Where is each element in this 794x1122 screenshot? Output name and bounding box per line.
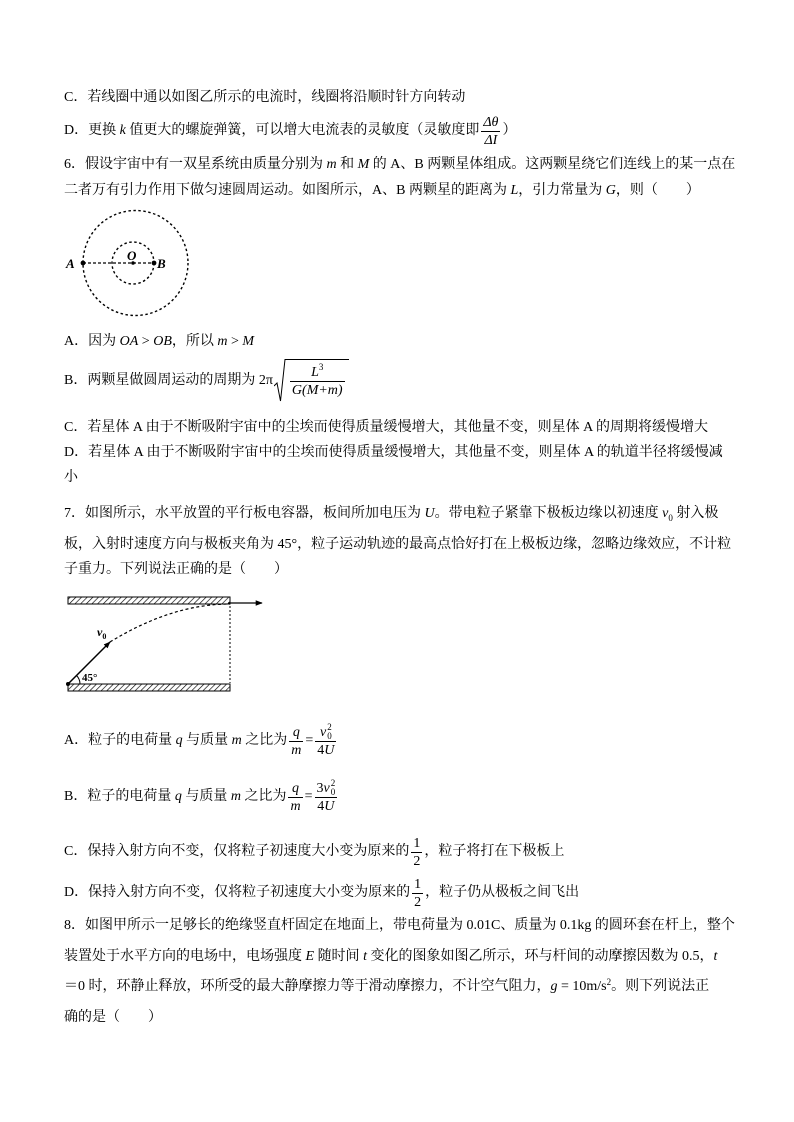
stem-text: 确的是（ ）: [64, 1009, 162, 1025]
label-a: A: [66, 256, 75, 271]
variable-m: m: [217, 333, 228, 349]
fraction-numerator: 1: [414, 876, 422, 892]
option-text: A．粒子的电荷量: [64, 732, 176, 748]
equals-sign: =: [304, 788, 313, 804]
variable-m: m: [326, 156, 337, 172]
q7-stem-line-2: [64, 534, 754, 556]
variable-q: q: [175, 732, 183, 748]
subscript: 0: [327, 731, 332, 741]
fraction-numerator: [315, 779, 338, 798]
stem-text: 子重力。下列说法正确的是（ ）: [64, 561, 288, 577]
fraction-numerator: [290, 364, 345, 382]
sup-sub-stack: [331, 779, 336, 797]
option-text: D．更换: [64, 122, 120, 138]
q5-option-d: [64, 109, 754, 153]
q6-option-d-line-2: [64, 467, 754, 489]
variable-L: L: [311, 365, 319, 380]
fraction-numerator: q: [289, 724, 303, 742]
variable-t: t: [363, 948, 367, 964]
stem-text: 随时间: [314, 948, 364, 964]
radical-sign-icon: [274, 359, 286, 403]
option-text: B．粒子的电荷量: [64, 788, 175, 804]
coefficient: 2π: [258, 372, 273, 388]
binary-star-figure: [60, 205, 200, 325]
variable-U: U: [424, 505, 435, 521]
stem-text: 变化的图象如图乙所示，环与杆间的动摩擦因数为 0.5，: [366, 948, 714, 964]
square-root: [274, 359, 349, 403]
q8-stem-line-3: [64, 976, 754, 998]
q7-stem-line-1: [64, 503, 754, 525]
trajectory-curve: [110, 604, 230, 642]
variable-L: L: [510, 182, 519, 198]
coefficient: 3: [316, 780, 324, 796]
label-b: B: [157, 256, 166, 271]
variable-k: k: [119, 122, 126, 138]
variable-m: m: [231, 732, 242, 748]
charge-mass-fraction: [289, 724, 303, 759]
variable-U: U: [324, 799, 335, 814]
option-text: D．若星体 A 由于不断吸附宇宙中的尘埃而使得质量缓慢增大，其他量不变，则星体 A 的轨道半径将缓慢减: [64, 444, 723, 460]
coefficient: 4: [317, 743, 325, 758]
stem-text: ，则（ ）: [615, 182, 700, 198]
q7-option-c: [64, 830, 754, 874]
angle-arc: [77, 676, 81, 685]
option-text: D．保持入射方向不变，仅将粒子初速度大小变为原来的: [64, 884, 411, 900]
option-text: 与质量: [182, 732, 232, 748]
fraction-denominator: 2: [413, 853, 421, 869]
variable-U: U: [324, 743, 335, 758]
sensitivity-fraction: [481, 114, 500, 149]
option-text: 之比为: [240, 788, 287, 804]
variable-oa: OA: [119, 333, 139, 349]
result-fraction: [315, 779, 338, 815]
stem-text: 射入极: [672, 505, 719, 521]
variable-t: t: [713, 948, 718, 964]
fraction-numerator: Δθ: [483, 114, 499, 130]
q6-option-a: [64, 331, 754, 353]
variable-g: g: [550, 978, 558, 994]
q6-option-d-line-1: [64, 442, 754, 464]
q8-stem-line-1: [64, 915, 754, 937]
option-text: 与质量: [181, 788, 231, 804]
option-text: ，所以: [171, 333, 218, 349]
variable-m: m: [230, 788, 241, 804]
operator: >: [138, 333, 154, 349]
stem-text: 7．如图所示，水平放置的平行板电容器，板间所加电压为: [64, 505, 425, 521]
option-text: ，粒子仍从极板之间飞出: [425, 884, 580, 900]
variable-v: v: [319, 724, 327, 740]
q6-stem-line-1: [64, 154, 754, 176]
star-b-dot: [152, 261, 157, 266]
stem-text: ，引力常量为: [518, 182, 606, 198]
stem-text: 6．假设宇宙中有一双星系统由质量分别为: [64, 156, 327, 172]
q7-option-a: [64, 719, 754, 763]
capacitor-figure: [60, 590, 275, 700]
fraction-denominator: [315, 742, 336, 759]
sup-sub-stack: [327, 723, 332, 741]
stem-text: 。则下列说法正: [611, 978, 710, 994]
operator: >: [227, 333, 243, 349]
fraction-denominator: ΔI: [484, 132, 498, 148]
option-text: A．因为: [64, 333, 120, 349]
variable-v: v: [323, 780, 330, 796]
subscript: 0: [668, 512, 673, 523]
q6-option-c: [64, 417, 754, 439]
charge-mass-fraction: [288, 780, 302, 815]
q5-option-c: [64, 87, 754, 109]
velocity-label: $v_0$: [97, 625, 107, 641]
stem-text: 8．如图甲所示一足够长的绝缘竖直杆固定在地面上，带电荷量为 0.01C、质量为 0.1kg 的圆环套在杆上，整个: [64, 917, 735, 933]
fraction-numerator: [315, 723, 336, 742]
stem-text: = 10m/s: [557, 978, 607, 994]
stem-text: ＝0 时，环静止释放，环所受的最大静摩擦力等于滑动摩擦力，不计空气阻力，: [64, 978, 551, 994]
fraction-denominator: m: [291, 742, 302, 758]
variable-G: G: [605, 182, 616, 198]
q7-option-b: [64, 775, 754, 819]
variable-E: E: [305, 948, 315, 964]
equals-sign: =: [305, 732, 314, 748]
variable-M: M: [357, 156, 370, 172]
option-text: ）: [502, 122, 517, 138]
option-text: C．若星体 A 由于不断吸附宇宙中的尘埃而使得质量缓慢增大，其他量不变，则星体 A 的周期将缓慢增大: [64, 419, 709, 435]
exponent: 3: [318, 362, 324, 372]
upper-plate: [68, 597, 230, 604]
stem-text: 板，入射时速度方向与极板夹角为 45°，粒子运动轨迹的最高点恰好打在上极板边缘，忽略边缘效应，不计粒: [64, 536, 732, 552]
option-text: C．保持入射方向不变，仅将粒子初速度大小变为原来的: [64, 843, 410, 859]
label-o: O: [127, 248, 137, 263]
superscript: 2: [327, 722, 332, 732]
half-fraction: [411, 835, 422, 870]
period-fraction: [290, 364, 345, 399]
stem-text: 的 A、B 两颗星体组成。这两颗星绕它们连线上的某一点在: [369, 156, 736, 172]
half-fraction: [412, 876, 423, 911]
q7-stem-line-3: [64, 559, 754, 581]
fraction-denominator: 2: [414, 894, 422, 910]
stem-text: 二者万有引力作用下做匀速圆周运动。如图所示，A、B 两颗星的距离为: [64, 182, 511, 198]
q7-option-d: [64, 871, 754, 915]
stem-text: 和: [336, 156, 358, 172]
subscript: 0: [330, 787, 336, 797]
fraction-numerator: 1: [413, 835, 421, 851]
fraction-denominator: m: [290, 798, 301, 814]
variable-M: M: [242, 333, 255, 349]
superscript: 2: [330, 778, 336, 788]
angle-label: 45°: [82, 672, 98, 684]
coefficient: 4: [317, 799, 325, 814]
option-text: C．若线圈中通以如图乙所示的电流时，线圈将沿顺时针方向转动: [64, 89, 466, 105]
option-text: 值更大的螺旋弹簧，可以增大电流表的灵敏度（灵敏度即: [125, 122, 480, 138]
q8-stem-line-4: [64, 1007, 754, 1029]
q6-option-b: [64, 356, 754, 406]
variable-ob: OB: [153, 333, 172, 349]
radicand: [286, 359, 349, 403]
fraction-denominator: G(M+m): [291, 383, 343, 398]
result-fraction: [315, 723, 336, 759]
stem-text: 。带电粒子紧靠下极板边缘以初速度: [434, 505, 663, 521]
variable-v: v: [662, 505, 669, 521]
superscript: 2: [606, 976, 612, 987]
stem-text: 装置处于水平方向的电场中，电场强度: [64, 948, 306, 964]
star-a-dot: [81, 261, 86, 266]
q6-stem-line-2: [64, 180, 754, 202]
option-text: 小: [64, 469, 78, 485]
fraction-denominator: [315, 798, 338, 815]
option-text: 之比为: [241, 732, 288, 748]
variable-q: q: [174, 788, 182, 804]
option-text: ，粒子将打在下极板上: [424, 843, 565, 859]
option-text: B．两颗星做圆周运动的周期为: [64, 372, 259, 388]
fraction-numerator: q: [288, 780, 302, 798]
lower-plate: [68, 684, 230, 691]
q8-stem-line-2: [64, 946, 754, 968]
